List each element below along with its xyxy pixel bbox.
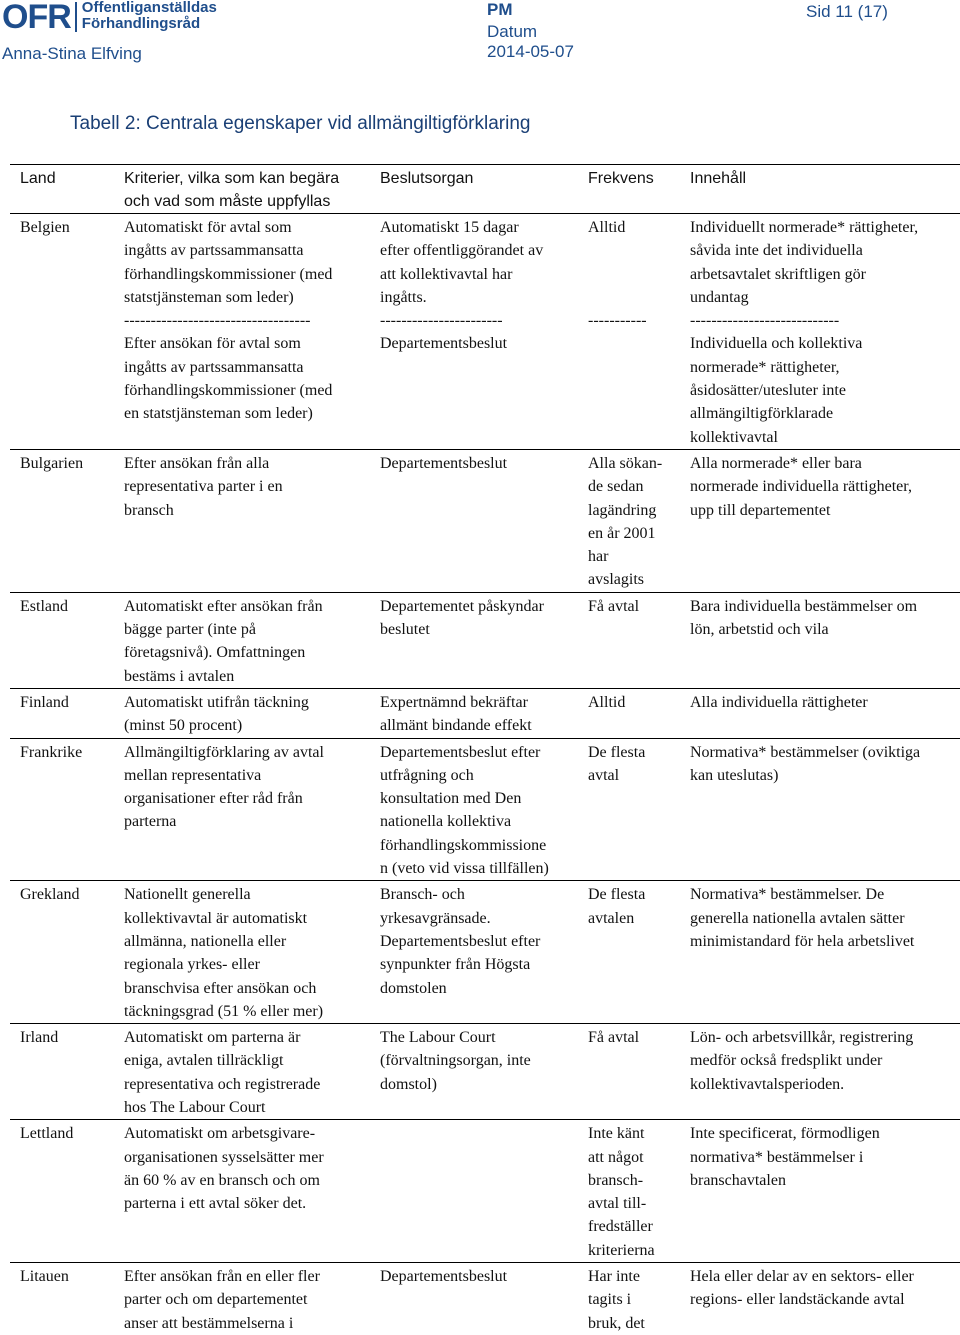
cell-text-line: statstjänsteman som leder) (124, 288, 294, 306)
cell-text-line (588, 263, 690, 286)
cell-text-line: eniga, avtalen tillräckligt (124, 1052, 284, 1070)
cell-text-line: allmängiltigförklarade (690, 405, 834, 423)
header-content (690, 165, 960, 214)
cell-text-line: de sedan (588, 478, 644, 496)
cell-text-line: nationella kollektiva (380, 813, 512, 831)
cell-criteria (124, 688, 380, 738)
cell-text-line (380, 1122, 588, 1145)
cell-criteria (124, 449, 380, 592)
cell-text-line: Bransch- och (380, 886, 465, 904)
cell-text-line: Normativa* bestämmelser (oviktiga (690, 743, 921, 761)
cell-country (10, 214, 124, 450)
cell-text-line: normerade individuella rättigheter, (690, 478, 912, 496)
cell-text-line: representativa och registrerade (124, 1075, 321, 1093)
cell-decision-body (380, 1024, 588, 1120)
cell-text-line: ingåtts av partssammansatta (124, 242, 304, 260)
cell-decision-body (380, 1120, 588, 1263)
cell-criteria (124, 881, 380, 1024)
cell-decision-body (380, 592, 588, 688)
cell-text-line: organisationer efter råd från (124, 790, 303, 808)
cell-text-line: Hela eller delar av en sektors- eller (690, 1268, 914, 1286)
cell-text-line: hos The Labour Court (124, 1098, 266, 1116)
cell-text-line: Bulgarien (20, 454, 84, 472)
cell-text-line: representativa parter i en (124, 478, 283, 496)
cell-text-line: Departementsbeslut efter (380, 743, 541, 761)
cell-text-line: yrkesavgränsade. (380, 909, 491, 927)
cell-text-line: Automatiskt om parterna är (124, 1029, 301, 1047)
cell-text-line: Alla sökan- (588, 454, 663, 472)
cell-text-line: Expertnämnd bekräftar (380, 693, 528, 711)
cell-country (10, 1120, 124, 1263)
cell-text-line: Frankrike (20, 743, 83, 761)
table-row (10, 1120, 960, 1263)
cell-text-line: lön, arbetstid och vila (690, 621, 829, 639)
cell-text-line: Alltid (588, 693, 626, 711)
cell-frequency (588, 214, 690, 450)
cell-text-line: förhandlingskommissioner (med (124, 265, 333, 283)
logo-mark: OFR (2, 0, 71, 36)
logo-line-2: Förhandlingsråd (81, 15, 201, 32)
cell-frequency (588, 738, 690, 881)
table-caption: Tabell 2: Centrala egenskaper vid allmängiltigförklaring (70, 113, 531, 134)
cell-text-line: Irland (20, 1029, 59, 1047)
cell-text-line: Efter ansökan från alla (124, 454, 270, 472)
cell-text-line: bestäms i avtalen (124, 667, 235, 685)
cell-content (690, 688, 960, 738)
cell-text-line: att något (588, 1148, 644, 1166)
cell-text-line: medför också fredsplikt under (690, 1052, 883, 1070)
cell-country (10, 688, 124, 738)
cell-text-line: ----------------------------------- (124, 312, 311, 330)
table-row (10, 1024, 960, 1120)
table-row (10, 214, 960, 450)
cell-text-line: Estland (20, 597, 68, 615)
cell-country (10, 738, 124, 881)
cell-decision-body (380, 881, 588, 1024)
table-row (10, 449, 960, 592)
cell-text-line: De flesta (588, 743, 646, 761)
cell-text-line: Land (20, 170, 56, 187)
cell-text-line: Departementsbeslut (380, 1268, 508, 1286)
author-name: Anna-Stina Elfving (2, 44, 142, 63)
table-row (10, 881, 960, 1024)
cell-text-line: ----------- (588, 312, 647, 330)
cell-text-line: normerade* rättigheter, (690, 358, 840, 376)
cell-frequency (588, 1263, 690, 1335)
cell-text-line: företagsnivå). Omfattningen (124, 644, 306, 662)
cell-text-line: (förvaltningsorgan, inte (380, 1052, 531, 1070)
cell-text-line: Alla normerade* eller bara (690, 454, 862, 472)
cell-text-line: Litauen (20, 1268, 69, 1286)
cell-text-line: parterna i ett avtal söker det. (124, 1195, 307, 1213)
page-header (0, 0, 960, 70)
cell-text-line: Få avtal (588, 597, 640, 615)
cell-content (690, 1263, 960, 1335)
cell-text-line: The Labour Court (380, 1029, 496, 1047)
cell-criteria (124, 1024, 380, 1120)
cell-text-line: Bara individuella bestämmelser om (690, 597, 918, 615)
cell-text-line: domstolen (380, 979, 447, 997)
cell-text-line: Departementsbeslut (380, 335, 508, 353)
cell-text-line: kollektivavtal (690, 428, 778, 446)
cell-text-line: tagits i (588, 1291, 632, 1309)
cell-text-line: kriterierna (588, 1241, 655, 1259)
cell-text-line: allmänna, nationella eller (124, 932, 287, 950)
cell-text-line: generella nationella avtalen sätter (690, 909, 905, 927)
cell-text-line: Individuellt normerade* rättigheter, (690, 219, 919, 236)
cell-frequency (588, 449, 690, 592)
page-number: Sid 11 (17) (806, 2, 888, 21)
cell-text-line: Innehåll (690, 170, 747, 187)
cell-country (10, 449, 124, 592)
cell-text-line: synpunkter från Högsta (380, 956, 531, 974)
cell-text-line: och vad som måste uppfyllas (124, 193, 331, 210)
cell-decision-body (380, 738, 588, 881)
cell-text-line: avslagits (588, 571, 644, 589)
cell-text-line: utfrågning och (380, 766, 474, 784)
cell-text-line: Departementsbeslut (380, 454, 508, 472)
cell-text-line: regionala yrkes- eller (124, 956, 260, 974)
cell-content (690, 592, 960, 688)
header-country (10, 165, 124, 214)
cell-text-line: åsidosätter/utesluter inte (690, 382, 846, 400)
cell-text-line: Automatiskt om arbetsgivare- (124, 1125, 316, 1143)
cell-text-line: Departementsbeslut efter (380, 932, 541, 950)
cell-text-line: förhandlingskommissione (380, 836, 547, 854)
cell-criteria (124, 214, 380, 450)
cell-text-line: avtalen (588, 909, 635, 927)
header-decision-body (380, 165, 588, 214)
cell-text-line: Grekland (20, 886, 80, 904)
cell-country (10, 881, 124, 1024)
cell-text-line: bransch (124, 501, 174, 519)
table-row (10, 1263, 960, 1335)
cell-text-line: kollektivavtalsperioden. (690, 1075, 845, 1093)
cell-text-line: Normativa* bestämmelser. De (690, 886, 885, 904)
cell-text-line: domstol) (380, 1075, 437, 1093)
cell-text-line: undantag (690, 288, 749, 306)
table-row (10, 688, 960, 738)
cell-text-line: Nationellt generella (124, 886, 251, 904)
cell-text-line (588, 239, 690, 262)
cell-decision-body (380, 688, 588, 738)
cell-frequency (588, 1024, 690, 1120)
cell-text-line: Efter ansökan för avtal som (124, 335, 301, 353)
cell-frequency (588, 592, 690, 688)
cell-text-line: Alltid (588, 219, 626, 236)
header-criteria (124, 165, 380, 214)
cell-text-line: bransch- (588, 1171, 644, 1189)
cell-content (690, 738, 960, 881)
date-value: 2014-05-07 (487, 42, 574, 61)
cell-text-line: De flesta (588, 886, 646, 904)
cell-text-line: Lettland (20, 1125, 74, 1143)
cell-text-line: mellan representativa (124, 766, 262, 784)
cell-text-line: regions- eller landstäckande avtal (690, 1291, 905, 1309)
cell-text-line: ---------------------------- (690, 312, 840, 330)
table-row (10, 738, 960, 881)
header-frequency (588, 165, 690, 214)
cell-text-line: avtal (588, 766, 620, 784)
cell-text-line (588, 286, 690, 309)
cell-text-line: att kollektivavtal har (380, 265, 513, 283)
cell-criteria (124, 592, 380, 688)
cell-text-line: organisationen sysselsätter mer (124, 1148, 324, 1166)
cell-text-line: efter offentliggörandet av (380, 242, 544, 260)
logo-divider (75, 2, 77, 32)
cell-text-line: en statstjänsteman som leder) (124, 405, 313, 423)
cell-text-line: har (588, 548, 609, 566)
cell-text-line: Automatiskt för avtal som (124, 219, 292, 236)
cell-text-line: en år 2001 (588, 524, 656, 542)
cell-content (690, 1120, 960, 1263)
cell-text-line: normativa* bestämmelser i (690, 1148, 864, 1166)
cell-text-line: bruk, det (588, 1314, 645, 1332)
cell-content (690, 214, 960, 450)
cell-text-line: Automatiskt utifrån täckning (124, 693, 309, 711)
cell-text-line: Inte känt (588, 1125, 645, 1143)
cell-text-line: n (veto vid vissa tillfällen) (380, 860, 549, 878)
logo-line-1: Offentliganställdas (81, 0, 217, 16)
date-label: Datum (487, 22, 538, 41)
cell-text-line: lagändring (588, 501, 657, 519)
cell-text-line: ingåtts av partssammansatta (124, 358, 304, 376)
cell-text-line: än 60 % av en bransch och om (124, 1171, 320, 1189)
cell-decision-body (380, 214, 588, 450)
logo-text (82, 0, 217, 32)
cell-frequency (588, 881, 690, 1024)
cell-text-line: parter och om departementet (124, 1291, 308, 1309)
cell-text-line: anser att bestämmelserna i (124, 1314, 294, 1332)
cell-text-line: (minst 50 procent) (124, 717, 243, 735)
cell-text-line: Belgien (20, 219, 70, 236)
ofr-logo (2, 0, 217, 40)
cell-criteria (124, 1120, 380, 1263)
cell-content (690, 881, 960, 1024)
cell-text-line: Frekvens (588, 170, 654, 187)
cell-text-line: Inte specificerat, förmodligen (690, 1125, 880, 1143)
cell-text-line: branschavtalen (690, 1171, 786, 1189)
cell-country (10, 592, 124, 688)
cell-text-line: ----------------------- (380, 312, 503, 330)
cell-text-line: branschvisa efter ansökan och (124, 979, 317, 997)
cell-text-line: Lön- och arbetsvillkår, registrering (690, 1029, 914, 1047)
cell-text-line: minimistandard för hela arbetslivet (690, 932, 915, 950)
cell-criteria (124, 1263, 380, 1335)
cell-text-line: Departementet påskyndar (380, 597, 544, 615)
cell-text-line: konsultation med Den (380, 790, 522, 808)
cell-text-line: bägge parter (inte på (124, 621, 256, 639)
cell-text-line: upp till departementet (690, 501, 831, 519)
cell-text-line: fredställer (588, 1218, 653, 1236)
cell-text-line: Kriterier, vilka som kan begära (124, 170, 340, 187)
cell-text-line: Få avtal (588, 1029, 640, 1047)
cell-text-line: Alla individuella rättigheter (690, 693, 868, 711)
cell-text-line: kollektivavtal är automatiskt (124, 909, 308, 927)
cell-text-line: arbetsavtalet skriftligen gör (690, 265, 866, 283)
cell-text-line: Allmängiltigförklaring av avtal (124, 743, 324, 761)
cell-text-line: beslutet (380, 621, 430, 639)
cell-text-line: Automatiskt efter ansökan från (124, 597, 323, 615)
cell-text-line: Efter ansökan från en eller fler (124, 1268, 320, 1286)
cell-text-line: kan uteslutas) (690, 766, 779, 784)
cell-text-line: Automatiskt 15 dagar (380, 219, 519, 236)
cell-criteria (124, 738, 380, 881)
cell-content (690, 449, 960, 592)
cell-text-line: såvida inte det individuella (690, 242, 863, 260)
cell-text-line: Individuella och kollektiva (690, 335, 863, 353)
characteristics-table (10, 164, 960, 1335)
document-type: PM (487, 0, 513, 19)
cell-text-line: allmänt bindande effekt (380, 717, 532, 735)
table-header-row (10, 165, 960, 214)
cell-text-line: Har inte (588, 1268, 640, 1286)
cell-country (10, 1263, 124, 1335)
cell-content (690, 1024, 960, 1120)
cell-country (10, 1024, 124, 1120)
cell-text-line: täckningsgrad (51 % eller mer) (124, 1002, 324, 1020)
cell-text-line: Finland (20, 693, 69, 711)
table-row (10, 592, 960, 688)
cell-text-line: förhandlingskommissioner (med (124, 382, 333, 400)
cell-decision-body (380, 1263, 588, 1335)
cell-text-line: parterna (124, 813, 177, 831)
cell-text-line: ingåtts. (380, 288, 427, 306)
cell-frequency (588, 1120, 690, 1263)
cell-decision-body (380, 449, 588, 592)
cell-text-line: Beslutsorgan (380, 170, 474, 187)
cell-frequency (588, 688, 690, 738)
cell-text-line: avtal till- (588, 1195, 647, 1213)
